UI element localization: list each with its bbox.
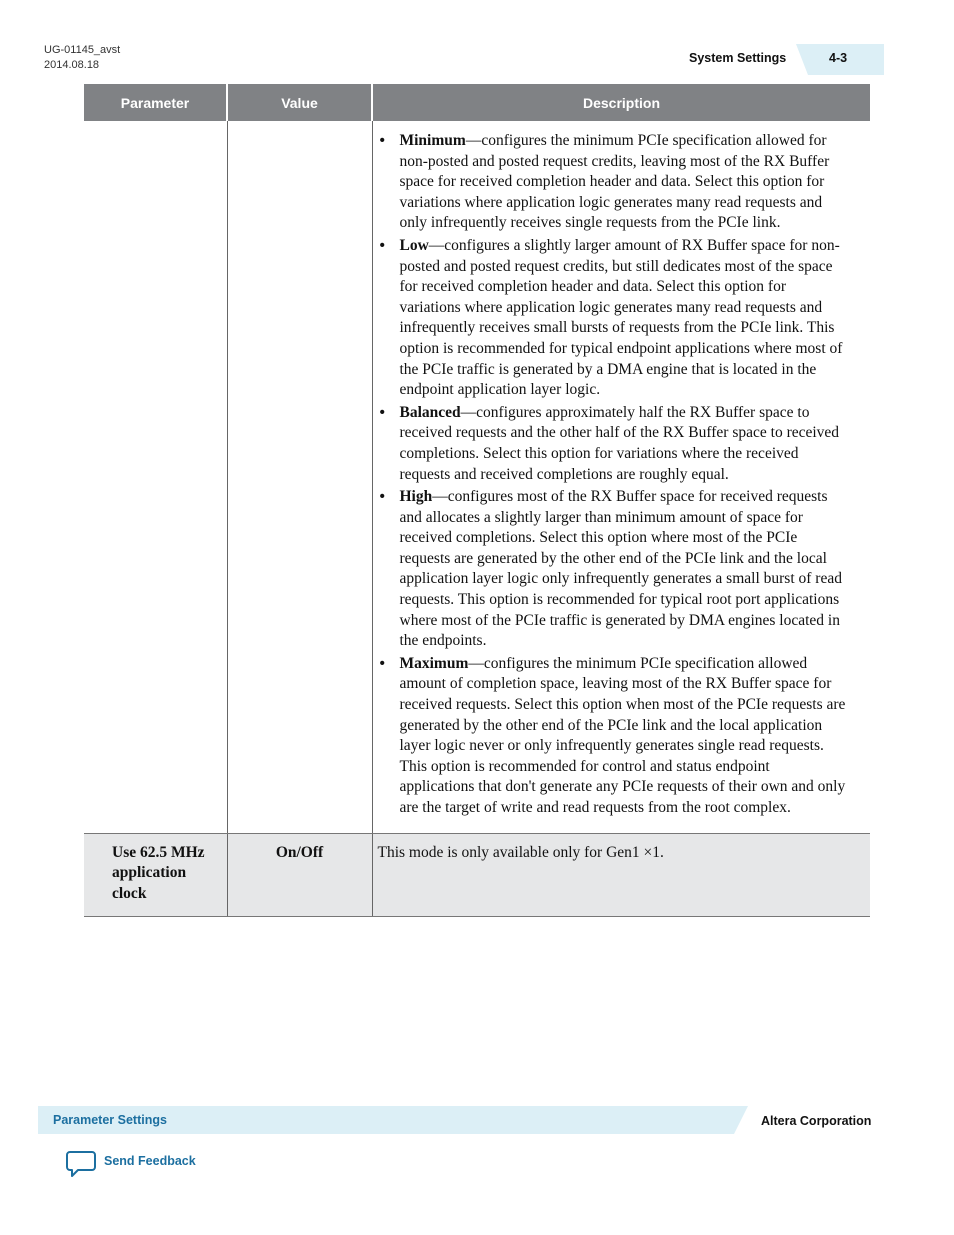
table-row [84,121,870,833]
page-number: 4-3 [829,51,848,65]
list-item [400,654,871,819]
header-section-title: System Settings [689,51,787,65]
list-item [400,487,871,652]
footer-section-link[interactable]: Parameter Settings [53,1113,167,1127]
table-header-row [84,84,870,121]
option-text: —configures most of the RX Buffer space for received requests and allocates a slightly larger than minimum amount of space for received completions. Select this option where most of the PCIe requests are generated by the other end of the PCIe link and the local application layer logic only infrequently generates a small burst of read requests. This option is recommended for typical root port applications where most of the PCIe traffic is generated by DMA engines located in the endpoints. [399,488,842,650]
option-text: —configures a slightly larger amount of RX Buffer space for non-posted and posted request credits, but still dedicates most of the space for received completion header and data. Select this option for variations where application logic generates many read requests and infrequently receives small bursts of requests from the PCIe link. This option is recommended for typical endpoint applications where most of the PCIe traffic is generated by a DMA engine that is located in the endpoint application layer logic. [399,236,843,399]
description-cell: This mode is only available only for Gen1 ×1. [372,833,870,916]
feedback-chat-icon[interactable] [66,1150,96,1178]
description-cell [372,121,870,833]
send-feedback-link[interactable]: Send Feedback [104,1154,196,1168]
list-item [400,403,871,485]
option-term: Maximum [399,654,469,672]
doc-id-block [44,43,120,73]
list-item [400,236,871,401]
value-cell [227,121,372,833]
option-text: —configures approximately half the RX Buffer space to received requests and the other half of the RX Buffer space to received completions. Select this option for variations where the received requests and received completions are roughly equal. [399,403,840,483]
doc-id: UG-01145_avst [44,44,121,56]
option-term: Balanced [399,403,461,421]
option-text: —configures the minimum PCIe specification allowed for non-posted and posted request credits, leaving most of the RX Buffer space for received completion header and data. Select this option for variations where application logic generates many read requests and only infrequently receives single requests from the PCIe link. [399,132,830,232]
option-text: —configures the minimum PCIe specification allowed amount of completion space, leaving most of the RX Buffer space for received requests. Select this option when most of the PCIe requests are generated by the other end of the PCIe link and the local application layer logic never or only infrequently generates single read requests. This option is recommended for control and status endpoint applications that don't generate any PCIe requests of their own and only are the target of write and read requests from the root complex. [399,654,846,816]
option-list [373,131,871,819]
doc-date: 2014.08.18 [44,59,100,71]
column-header-description: Description [372,84,870,121]
option-term: High [399,488,433,506]
footer-corporation: Altera Corporation [761,1114,872,1128]
table-row [84,833,870,916]
option-term: Low [399,236,429,254]
parameter-table [84,84,870,917]
option-term: Minimum [399,132,466,149]
parameter-cell [84,121,227,833]
value-cell: On/Off [227,833,372,916]
column-header-value: Value [227,84,372,121]
parameter-cell: Use 62.5 MHz application clock [84,833,227,916]
list-item [400,131,871,234]
column-header-parameter: Parameter [84,84,227,121]
